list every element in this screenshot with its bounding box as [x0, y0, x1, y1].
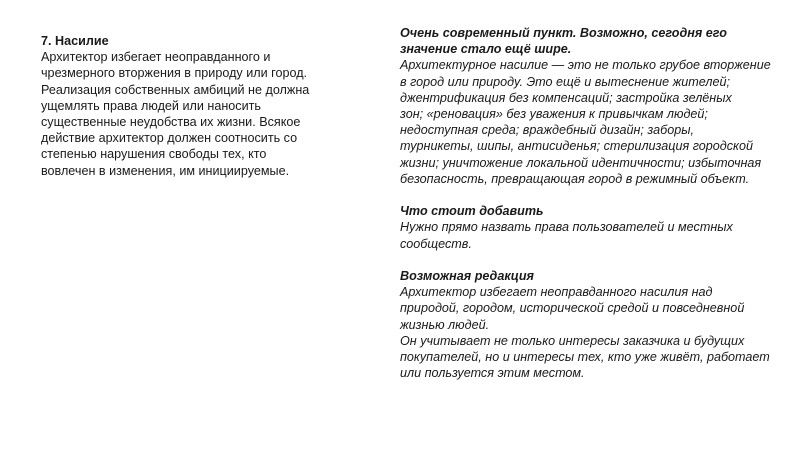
add-block: [400, 203, 790, 252]
body-line: существенные неудобства их жизни. Всякое: [41, 115, 301, 130]
edit-body-line: природой, городом, исторической средой и повседневной: [400, 301, 745, 316]
intro-heading-line: значение стало ещё шире.: [400, 42, 572, 57]
edit-heading: Возможная редакция: [400, 269, 534, 284]
edit-body-line: или пользуется этим местом.: [400, 366, 585, 381]
edit-body-line: Архитектор избегает неоправданного насилия над: [400, 285, 713, 300]
body-line: вовлечен в изменения, им инициируемые.: [41, 163, 290, 178]
edit-body-line: Он учитывает не только интересы заказчика и будущих: [400, 333, 745, 348]
intro-body-line: жизни; уничтожение локальной идентичности; избыточная: [400, 155, 762, 170]
intro-body-line: Архитектурное насилие — это не только грубое вторжение: [400, 58, 771, 73]
edit-body-line: жизнью людей.: [400, 317, 490, 332]
section-heading: 7. Насилие: [41, 34, 109, 48]
intro-heading-line: Очень современный пункт. Возможно, сегодня его: [400, 26, 727, 40]
intro-block: [400, 25, 790, 187]
intro-body-line: турникеты, шипы, антисиденья; стерилизация городской: [400, 139, 753, 154]
body-line: ущемлять права людей или наносить: [41, 98, 261, 113]
left-column: [41, 33, 371, 179]
add-body-line: Нужно прямо назвать права пользователей и местных: [400, 220, 733, 235]
body-line: Архитектор избегает неоправданного и: [41, 50, 271, 65]
edit-body-line: покупателей, но и интересы тех, кто уже живёт, работает: [400, 350, 770, 365]
intro-body-line: джентрификация без компенсаций; застройка зелёных: [400, 90, 732, 105]
body-line: степенью нарушения свободы тех, кто: [41, 147, 267, 162]
intro-body-line: безопасность, превращающая город в режимный объект.: [400, 171, 750, 186]
edit-block: [400, 268, 790, 381]
right-column: [400, 25, 790, 398]
intro-body-line: недоступная среда; враждебный дизайн; заборы,: [400, 123, 694, 138]
add-heading: Что стоит добавить: [400, 204, 544, 219]
intro-body-line: в город или природу. Это ещё и вытеснение жителей;: [400, 74, 730, 89]
intro-body-line: зон; «реновация» без уважения к привычкам людей;: [400, 107, 708, 122]
body-line: Реализация собственных амбиций не должна: [41, 82, 310, 97]
body-line: действие архитектор должен соотносить со: [41, 131, 298, 146]
body-line: чрезмерного вторжения в природу или город.: [41, 66, 308, 81]
add-body-line: сообществ.: [400, 236, 472, 251]
